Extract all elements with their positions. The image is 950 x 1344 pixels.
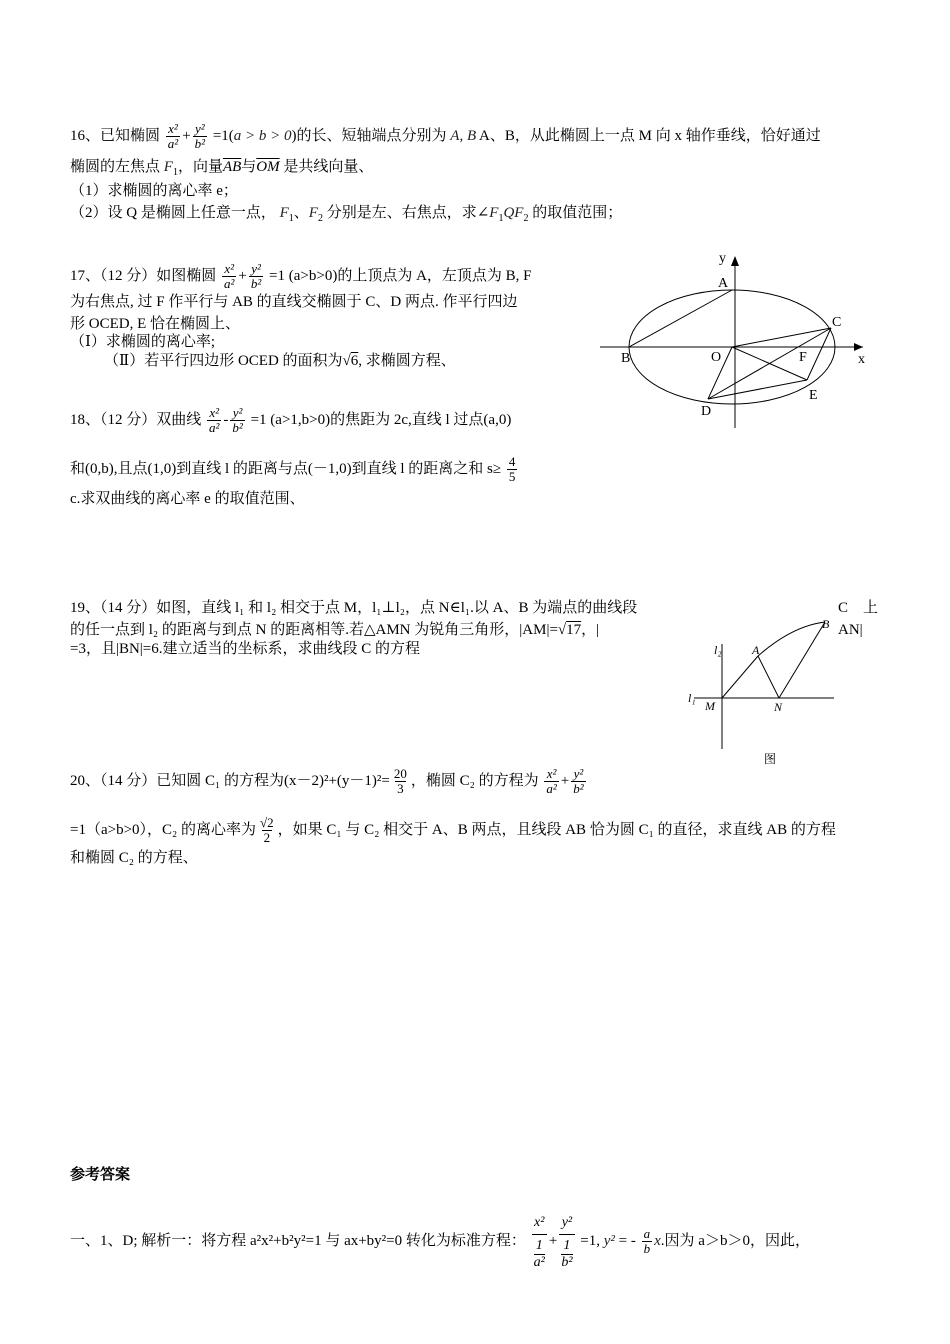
point-c-label: C <box>832 315 842 330</box>
axis-y-label: y <box>719 251 726 266</box>
q16-line2: 椭圆的左焦点 $F_1$，向量$\overline{AB}$与$\overline{OM}$ 是共线向量、 <box>70 159 374 178</box>
q17-line2: 为右焦点, 过 F 作平行与 AB 的直线交椭圆于 C、D 两点. 作平行四边 <box>70 294 518 310</box>
fraction-4-5: $\frac{4}{5}$ <box>508 454 516 484</box>
q19-line2: 的任一点到 l₂ 的距离与到点 N 的距离相等.若△AMN 为锐角三角形，|AM|=√17，| <box>70 622 600 638</box>
fraction-x2-over-1-over-a2: $\frac{\text{x²}}{\frac{1}{\text{a²}}}$ <box>533 1215 545 1270</box>
fraction-20-3: $\frac{20}{3}$ <box>393 766 407 796</box>
fraction-a-b: $\frac{a}{b}$ <box>643 1226 651 1256</box>
q20-line2: =1（a>b>0），C₂ 的离心率为 $\frac{√2}{2}$ ，如果 C₁ 与 C₂ 相交于 A、B 两点，且线段 AB 恰为圆 C₁ 的直径，求直线 AB 的方程 <box>70 815 836 845</box>
fraction-x2-a2: $\frac{\text{x²}}{\text{a²}}$ <box>167 121 179 151</box>
q17-line1: 17、（12 分）如图椭圆 $\frac{\text{x²}}{\text{a²}}$ + $\frac{\text{y²}}{\text{b²}}$ =1 (a>b>0)的上顶点为 A，左顶点为 B, F <box>70 261 532 291</box>
fraction-x2-a2: $\frac{\text{x²}}{\text{a²}}$ <box>209 405 220 435</box>
q20-line1: 20、（14 分）已知圆 C₁ 的方程为(x－2)²+(y－1)²= $\frac{20}{3}$ ，椭圆 C₂ 的方程为 $\frac{\text{x²}}{\text{a²}}$ + $\frac{\text{y²}}{\text{b²}}$ <box>70 766 584 796</box>
fraction-y2-b2: $\frac{\text{y²}}{\text{b²}}$ <box>250 261 262 291</box>
q19-line1-right: C 上 <box>838 600 879 616</box>
q20-line3: 和椭圆 C₂ 的方程、 <box>70 850 198 866</box>
q16-part2: （2）设 Q 是椭圆上任意一点， $F_1$、$F_2$ 分别是左、右焦点，求$\angle F_1QF_2$ 的取值范围； <box>70 205 623 224</box>
point-m-label: M <box>705 699 715 713</box>
q18-line3: c.求双曲线的离心率 e 的取值范围、 <box>70 491 305 507</box>
q18-line2: 和(0,b),且点(1,0)到直线 l 的距离与点(－1,0)到直线 l 的距离之和 s≥ $\frac{4}{5}$ <box>70 454 516 484</box>
line-l2-label: l₂ <box>714 643 722 657</box>
q19-line1: 19、（14 分）如图，直线 l₁ 和 l₂ 相交于点 M，l₁⊥l₂，点 N∈l₁.以 A、B 为端点的曲线段 <box>70 600 638 616</box>
point-n-label: N <box>774 700 783 714</box>
q16-line1: 16、已知椭圆 $\frac{\text{x²}}{\text{a²}}$ + $\frac{\text{y²}}{\text{b²}}$ =1(a > b > 0)的长、短轴端点分别为 A, B A、B，从此椭圆上一点 M 向 x 轴作垂线，恰好通过 <box>70 121 821 151</box>
fraction-y2-b2: $\frac{\text{y²}}{\text{b²}}$ <box>232 405 243 435</box>
q17-part2: （Ⅱ）若平行四边形 OCED 的面积为√6, 求椭圆方程、 <box>104 353 456 369</box>
fraction-y2-over-1-over-b2: $\frac{\text{y²}}{\frac{1}{\text{b²}}}$ <box>561 1215 573 1270</box>
fraction-x2-a2: $\frac{\text{x²}}{\text{a²}}$ <box>546 766 557 796</box>
point-e-label: E <box>809 388 818 403</box>
q17-line3: 形 OCED, E 恰在椭圆上、 <box>70 316 240 332</box>
point-b-label: B <box>621 351 631 366</box>
q19-line2-right: AN| <box>838 622 863 638</box>
ellipse-figure <box>595 248 875 433</box>
point-f-label: F <box>799 350 807 365</box>
point-a-label: A <box>752 643 760 657</box>
q19-line3: =3，且|BN|=6.建立适当的坐标系，求曲线段 C 的方程 <box>70 641 421 657</box>
fraction-x2-a2: $\frac{\text{x²}}{\text{a²}}$ <box>224 261 235 291</box>
q16-part1: （1）求椭圆的离心率 e； <box>70 183 238 199</box>
axis-x-label: x <box>858 352 865 367</box>
point-d-label: D <box>701 404 712 419</box>
point-b-label: B <box>822 617 830 631</box>
figure-caption: 图 <box>764 752 777 766</box>
q18-line1: 18、（12 分）双曲线 $\frac{\text{x²}}{\text{a²}}$ - $\frac{\text{y²}}{\text{b²}}$ =1 (a>1,b>0)的焦距为 2c,直线 l 过点(a,0) <box>70 405 512 435</box>
curve-figure <box>682 616 842 772</box>
point-o-label: O <box>711 350 722 365</box>
fraction-y2-b2: $\frac{\text{y²}}{\text{b²}}$ <box>194 121 206 151</box>
fraction-y2-b2: $\frac{\text{y²}}{\text{b²}}$ <box>573 766 584 796</box>
q17-part1: （Ⅰ）求椭圆的离心率; <box>70 334 216 350</box>
point-a-label: A <box>718 276 729 291</box>
answer-title: 参考答案 <box>70 1167 131 1183</box>
line-l1-label: l₁ <box>688 691 696 705</box>
fraction-sqrt2-2: $\frac{√2}{2}$ <box>260 815 274 845</box>
answer-line1: 一、1、D; 解析一：将方程 a²x²+b²y²=1 与 ax+by²=0 转化为标准方程： $\frac{\text{x²}}{\frac{1}{\text{a²}}}$ + $\frac{\text{y²}}{\frac{1}{\text{b²}}}$ =1, y² = - $\frac{a}{b}$ x.因为 a＞b＞0，因此， <box>70 1212 810 1271</box>
